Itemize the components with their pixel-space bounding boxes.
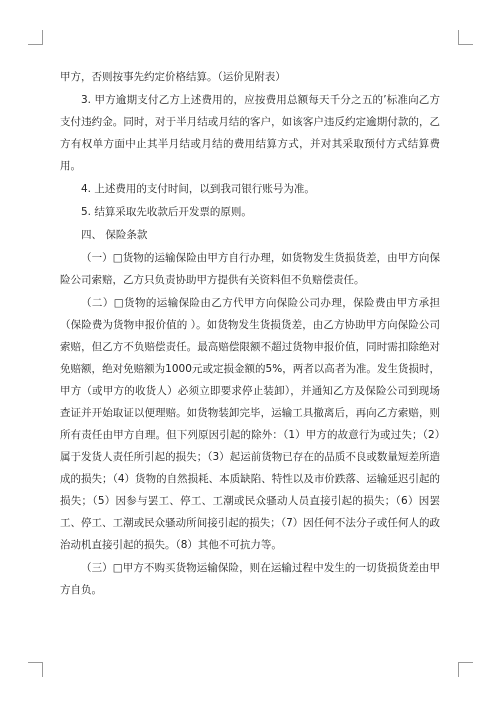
- paragraph-insurance-option-3: （三）□甲方不购买货物运输保险，则在运输过程中发生的一切货损货差由甲方自负。: [60, 562, 440, 596]
- paragraph-payment-time: 4. 上述费用的支付时间，以到我司银行账号为准。: [81, 183, 315, 195]
- crop-mark-bottom-left: [28, 662, 43, 677]
- crop-mark-bottom-right: [458, 662, 473, 677]
- paragraph-late-payment: 3. 甲方逾期支付乙方上述费用的，应按费用总额每天千分之五的’标准向乙方支付违约金。同时，对于半月结或月结的客户，如该客户违反约定逾期付款的，乙方有权单方面中止其半月结或月结的费用结算方式，并对其采取预付方式结算费用。: [60, 94, 440, 172]
- document-body[interactable]: [60, 66, 440, 601]
- section-heading-insurance: 四、 保险条款: [81, 229, 148, 241]
- paragraph-insurance-option-2: （二）□货物的运输保险由乙方代甲方向保险公司办理，保险费由甲方承担（保险费为货物申报价值的 ）。如货物发生货损货差，由乙方协助甲方向保险公司索赔，但乙方不负赔偿责任。最高赔偿限额不超过货物申报价值，同时需扣除绝对免赔额，绝对免赔额为1000元或定损金额的5%，两者以高者为准。发生货损时，甲方（或甲方的收货人）必须立即要求停止装卸），并通知乙方及保险公司到现场查证并开始取证以便理赔。如货物装卸完毕，运输工具撤离后，再向乙方索赔，则所有责任由甲方自理。但下列原因引起的除外：（1）甲方的故意行为或过失；（2）属于发货人责任所引起的损失；（3）起运前货物已存在的品质不良或数量短差所造成的损失；（4）货物的自然损耗、本质缺陷、特性以及市价跌落、运输延迟引起的损失；（5）因参与罢工、停工、工潮或民众骚动人员直接引起的损失；（6）因罢工、停工、工潮或民众骚动所间接引起的损失；（7）因任何不法分子或任何人的政治动机直接引起的损失。（8）其他不可抗力等。: [60, 297, 440, 551]
- paragraph-invoice-principle: 5. 结算采取先收款后开发票的原则。: [81, 206, 252, 218]
- paragraph-insurance-option-1: （一）□货物的运输保险由甲方自行办理，如货物发生货损货差，由甲方向保险公司索赔，乙方只负责协助甲方提供有关资料但不负赔偿责任。: [60, 252, 440, 286]
- paragraph-payment-continuation: 甲方，否则按事先约定价格结算。（运价见附表）: [60, 71, 286, 83]
- crop-mark-top-left: [28, 30, 43, 45]
- crop-mark-top-right: [458, 30, 473, 45]
